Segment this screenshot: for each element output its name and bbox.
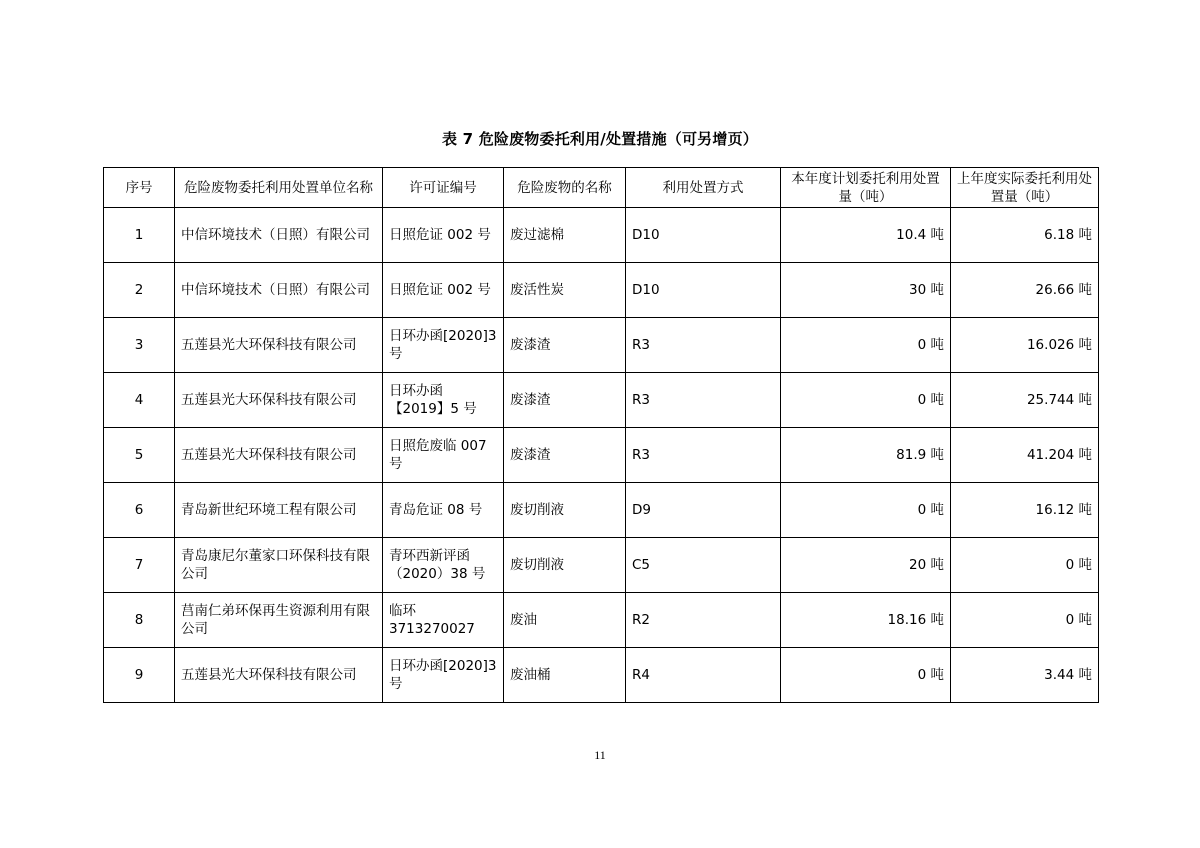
cell-waste-name: 废活性炭 <box>504 263 626 318</box>
cell-planned-quantity: 10.4 吨 <box>781 208 951 263</box>
header-waste-name: 危险废物的名称 <box>504 168 626 208</box>
cell-waste-name: 废切削液 <box>504 538 626 593</box>
table-header-row <box>104 168 1099 208</box>
cell-planned-quantity: 30 吨 <box>781 263 951 318</box>
cell-actual-quantity: 16.026 吨 <box>951 318 1099 373</box>
table-row <box>104 263 1099 318</box>
cell-index: 4 <box>104 373 175 428</box>
table-row <box>104 483 1099 538</box>
cell-planned-quantity: 0 吨 <box>781 483 951 538</box>
cell-license-number: 日环办函【2019】5 号 <box>383 373 504 428</box>
cell-index: 3 <box>104 318 175 373</box>
cell-license-number: 青环西新评函（2020）38 号 <box>383 538 504 593</box>
cell-unit-name: 五莲县光大环保科技有限公司 <box>175 373 383 428</box>
cell-index: 2 <box>104 263 175 318</box>
page-number: 11 <box>594 748 606 762</box>
cell-unit-name: 五莲县光大环保科技有限公司 <box>175 648 383 703</box>
cell-disposal-method: R3 <box>626 428 781 483</box>
cell-planned-quantity: 0 吨 <box>781 318 951 373</box>
cell-disposal-method: R4 <box>626 648 781 703</box>
cell-waste-name: 废切削液 <box>504 483 626 538</box>
table-row <box>104 318 1099 373</box>
cell-unit-name: 莒南仁弟环保再生资源利用有限公司 <box>175 593 383 648</box>
cell-actual-quantity: 26.66 吨 <box>951 263 1099 318</box>
cell-actual-quantity: 0 吨 <box>951 593 1099 648</box>
cell-unit-name: 五莲县光大环保科技有限公司 <box>175 318 383 373</box>
header-planned-quantity: 本年度计划委托利用处置量（吨） <box>781 168 951 208</box>
table-row <box>104 208 1099 263</box>
cell-license-number: 青岛危证 08 号 <box>383 483 504 538</box>
cell-disposal-method: C5 <box>626 538 781 593</box>
cell-actual-quantity: 25.744 吨 <box>951 373 1099 428</box>
cell-actual-quantity: 6.18 吨 <box>951 208 1099 263</box>
cell-waste-name: 废过滤棉 <box>504 208 626 263</box>
cell-planned-quantity: 0 吨 <box>781 373 951 428</box>
cell-actual-quantity: 3.44 吨 <box>951 648 1099 703</box>
cell-unit-name: 青岛康尼尔董家口环保科技有限公司 <box>175 538 383 593</box>
cell-disposal-method: R2 <box>626 593 781 648</box>
cell-index: 9 <box>104 648 175 703</box>
cell-license-number: 临环 3713270027 <box>383 593 504 648</box>
cell-license-number: 日环办函[2020]3 号 <box>383 318 504 373</box>
cell-disposal-method: R3 <box>626 318 781 373</box>
table-title: 表 7 危险废物委托利用/处置措施（可另增页） <box>442 130 758 148</box>
cell-index: 5 <box>104 428 175 483</box>
cell-waste-name: 废漆渣 <box>504 428 626 483</box>
cell-actual-quantity: 16.12 吨 <box>951 483 1099 538</box>
cell-planned-quantity: 18.16 吨 <box>781 593 951 648</box>
header-unit-name: 危险废物委托利用处置单位名称 <box>175 168 383 208</box>
cell-disposal-method: R3 <box>626 373 781 428</box>
header-actual-quantity: 上年度实际委托利用处置量（吨） <box>951 168 1099 208</box>
cell-planned-quantity: 20 吨 <box>781 538 951 593</box>
cell-waste-name: 废漆渣 <box>504 373 626 428</box>
cell-waste-name: 废油 <box>504 593 626 648</box>
cell-index: 7 <box>104 538 175 593</box>
cell-index: 8 <box>104 593 175 648</box>
header-disposal-method: 利用处置方式 <box>626 168 781 208</box>
cell-planned-quantity: 81.9 吨 <box>781 428 951 483</box>
cell-planned-quantity: 0 吨 <box>781 648 951 703</box>
header-license-number: 许可证编号 <box>383 168 504 208</box>
table-row <box>104 428 1099 483</box>
waste-disposal-table <box>103 167 1099 703</box>
cell-unit-name: 五莲县光大环保科技有限公司 <box>175 428 383 483</box>
cell-disposal-method: D9 <box>626 483 781 538</box>
cell-index: 1 <box>104 208 175 263</box>
cell-actual-quantity: 41.204 吨 <box>951 428 1099 483</box>
table-row <box>104 593 1099 648</box>
cell-license-number: 日照危证 002 号 <box>383 208 504 263</box>
cell-license-number: 日照危废临 007 号 <box>383 428 504 483</box>
cell-disposal-method: D10 <box>626 263 781 318</box>
cell-waste-name: 废漆渣 <box>504 318 626 373</box>
table-row <box>104 648 1099 703</box>
cell-license-number: 日环办函[2020]3 号 <box>383 648 504 703</box>
header-index: 序号 <box>104 168 175 208</box>
cell-index: 6 <box>104 483 175 538</box>
table-row <box>104 373 1099 428</box>
cell-unit-name: 青岛新世纪环境工程有限公司 <box>175 483 383 538</box>
cell-unit-name: 中信环境技术（日照）有限公司 <box>175 208 383 263</box>
cell-actual-quantity: 0 吨 <box>951 538 1099 593</box>
cell-disposal-method: D10 <box>626 208 781 263</box>
cell-unit-name: 中信环境技术（日照）有限公司 <box>175 263 383 318</box>
cell-license-number: 日照危证 002 号 <box>383 263 504 318</box>
cell-waste-name: 废油桶 <box>504 648 626 703</box>
table-row <box>104 538 1099 593</box>
